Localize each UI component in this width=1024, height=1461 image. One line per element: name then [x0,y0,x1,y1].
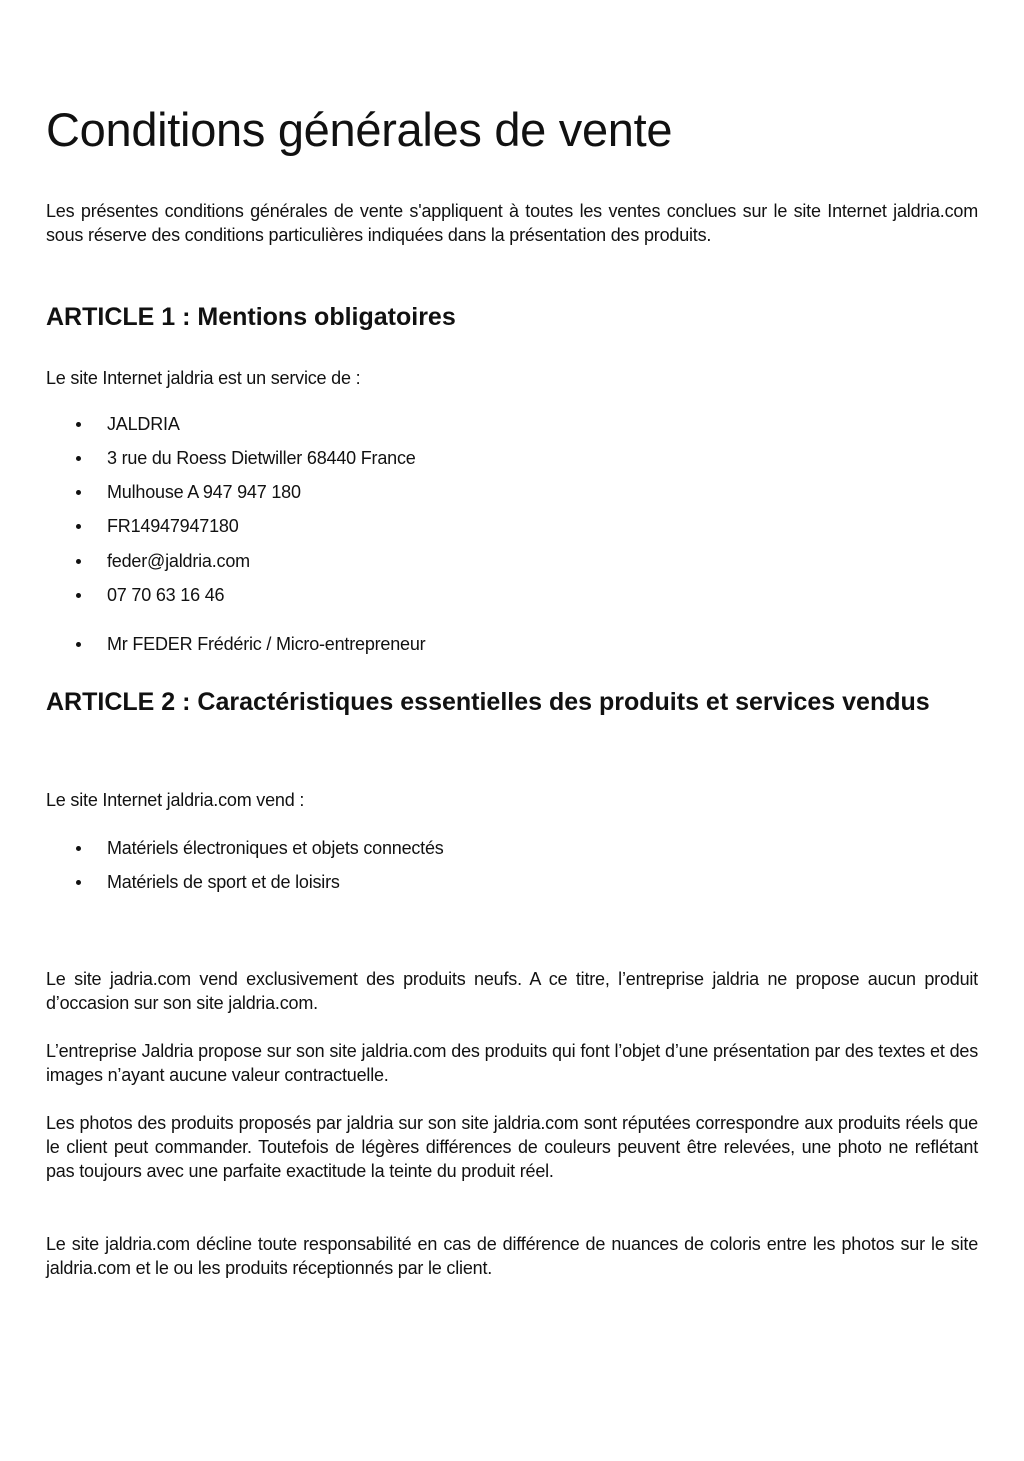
bullet-icon [76,593,81,598]
bullet-icon [76,559,81,564]
bullet-icon [76,524,81,529]
bullet-icon [76,456,81,461]
article-1-lead: Le site Internet jaldria est un service de : [46,368,361,388]
paragraph: L’entreprise Jaldria propose sur son site jaldria.com des produits qui font l’objet d’une présentation par des textes et des images n’ayant aucune valeur contractuelle. [46,1041,978,1085]
page-title: Conditions générales de vente [46,103,673,156]
intro-paragraph: Les présentes conditions générales de vente s'appliquent à toutes les ventes conclues sur le site Internet jaldria.com sous réserve des conditions particulières indiquées dans la présentation des produits. [46,201,978,245]
paragraph: Les photos des produits proposés par jaldria sur son site jaldria.com sont réputées correspondre aux produits réels que le client peut commander. Toutefois de légères différences de couleurs peuvent être relevées, une photo ne reflétant pas toujours avec une parfaite exactitude la teinte du produit réel. [46,1113,978,1181]
bullet-icon [76,422,81,427]
paragraph: Le site jaldria.com décline toute responsabilité en cas de différence de nuances de coloris entre les photos sur le site jaldria.com et le ou les produits réceptionnés par le client. [46,1234,978,1278]
bullet-icon [76,490,81,495]
article-2-heading: ARTICLE 2 : Caractéristiques essentielles des produits et services vendus [46,688,930,716]
article-1-heading: ARTICLE 1 : Mentions obligatoires [46,303,456,331]
bullet-icon [76,642,81,647]
article-2-lead: Le site Internet jaldria.com vend : [46,790,305,810]
bullet-icon [76,880,81,885]
bullet-icon [76,846,81,851]
paragraph: Le site jadria.com vend exclusivement des produits neufs. A ce titre, l’entreprise jaldria ne propose aucun produit d’occasion sur son site jaldria.com. [46,969,978,1013]
